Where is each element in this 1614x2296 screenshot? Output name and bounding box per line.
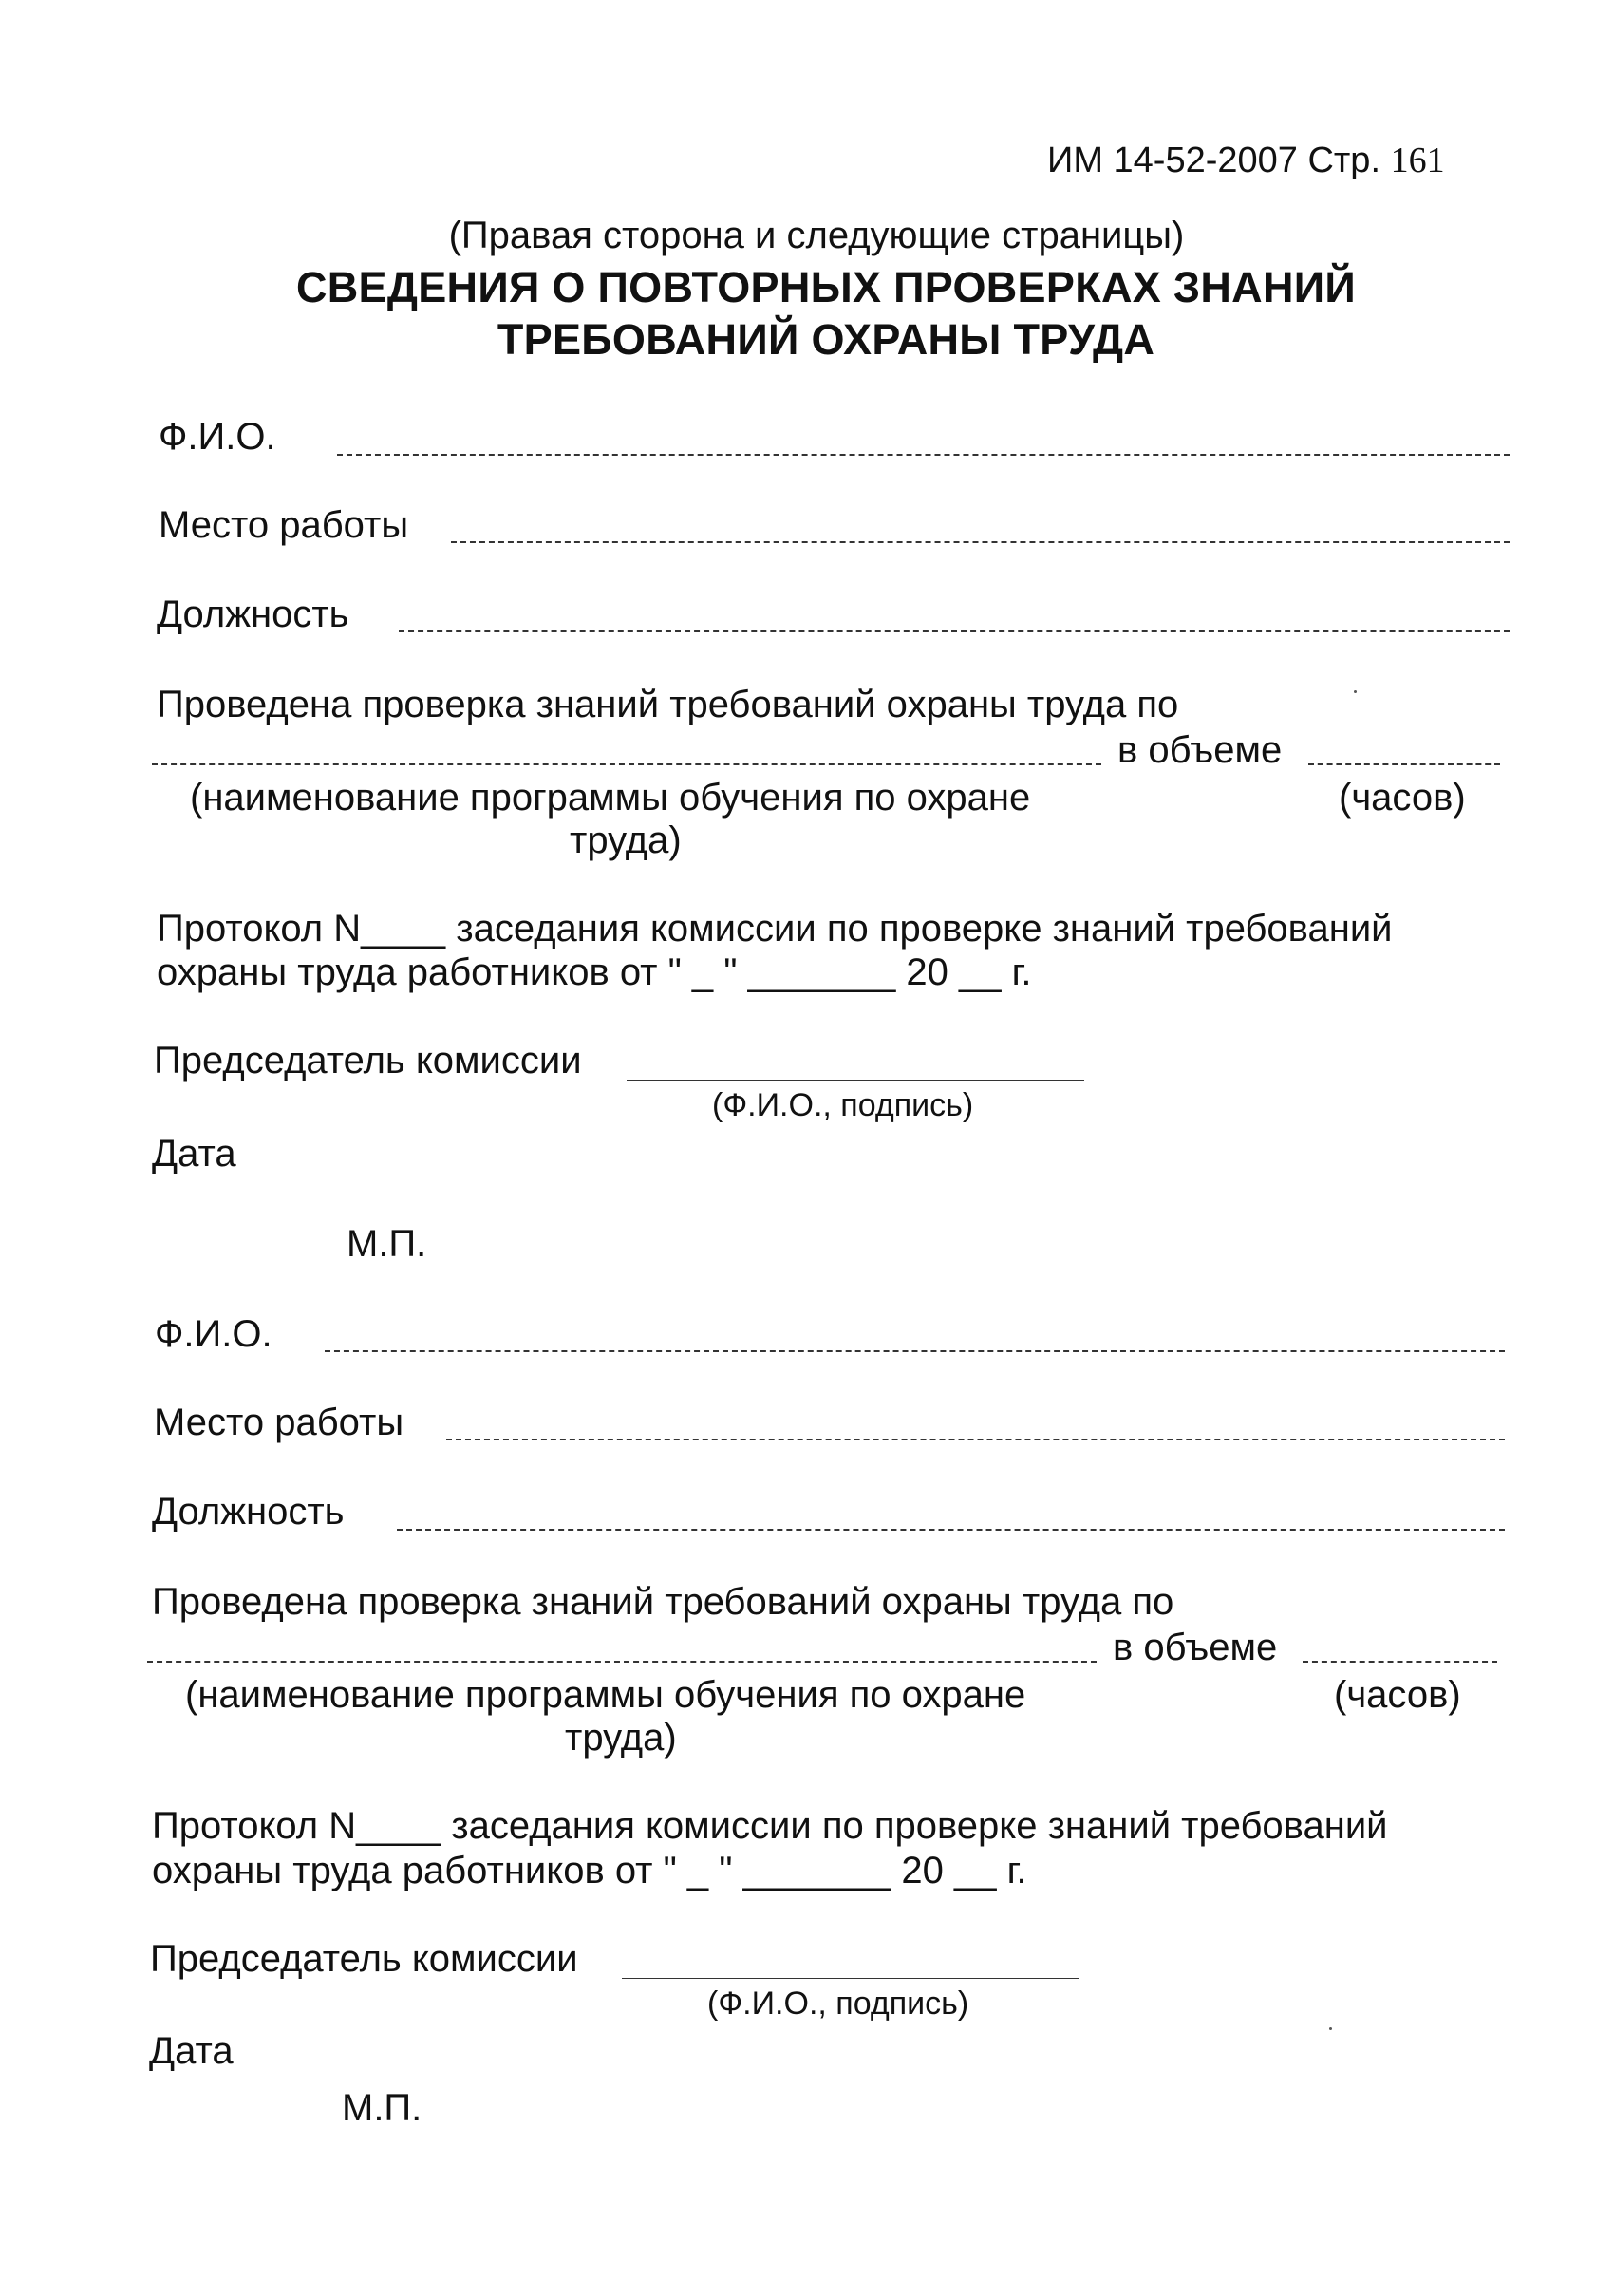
doc-reference: [1047, 142, 1445, 179]
volume-label: в объеме: [1117, 729, 1283, 771]
volume-label: в объеме: [1113, 1627, 1278, 1668]
date-label: Дата: [149, 2030, 234, 2072]
date-label: Дата: [152, 1133, 236, 1175]
chairman-label: Председатель комиссии: [150, 1938, 578, 1980]
fio-field[interactable]: [337, 454, 1510, 456]
scan-speck: [1354, 690, 1357, 693]
protocol-date-line: охраны труда работников от " _ " _______ 20 __ г.: [152, 1850, 1027, 1891]
position-field[interactable]: [397, 1529, 1505, 1531]
chairman-signature-field[interactable]: [622, 1978, 1079, 1979]
stamp-label: М.П.: [342, 2087, 422, 2129]
program-field[interactable]: [147, 1661, 1097, 1663]
program-field[interactable]: [152, 763, 1101, 765]
chairman-label: Председатель комиссии: [154, 1040, 582, 1082]
workplace-label: Место работы: [154, 1402, 404, 1443]
page-number: 161: [1390, 141, 1445, 180]
hours-field[interactable]: [1303, 1661, 1497, 1663]
hours-caption: (часов): [1334, 1674, 1461, 1716]
page-subtitle: (Правая сторона и следующие страницы): [448, 215, 1185, 256]
signature-caption: (Ф.И.О., подпись): [707, 1985, 969, 2022]
check-text: Проведена проверка знаний требований охраны труда по: [157, 684, 1179, 725]
program-caption-cont: труда): [565, 1717, 677, 1759]
protocol-line: Протокол N____ заседания комиссии по проверке знаний требований: [157, 908, 1393, 950]
position-field[interactable]: [399, 630, 1510, 632]
check-text: Проведена проверка знаний требований охраны труда по: [152, 1581, 1174, 1623]
workplace-field[interactable]: [451, 541, 1510, 543]
stamp-label: М.П.: [347, 1223, 427, 1265]
workplace-field[interactable]: [446, 1439, 1505, 1440]
fio-field[interactable]: [325, 1350, 1505, 1352]
signature-caption: (Ф.И.О., подпись): [712, 1087, 974, 1123]
fio-label: Ф.И.О.: [155, 1313, 272, 1355]
program-caption: (наименование программы обучения по охране: [185, 1674, 1026, 1716]
hours-caption: (часов): [1339, 777, 1466, 819]
position-label: Должность: [152, 1491, 345, 1533]
page-title-line1: СВЕДЕНИЯ О ПОВТОРНЫХ ПРОВЕРКАХ ЗНАНИЙ: [295, 263, 1357, 311]
page-title-line2: ТРЕБОВАНИЙ ОХРАНЫ ТРУДА: [497, 315, 1155, 364]
hours-field[interactable]: [1308, 763, 1500, 765]
position-label: Должность: [157, 593, 349, 635]
doc-ref-text: ИМ 14-52-2007 Стр.: [1047, 141, 1380, 180]
fio-label: Ф.И.О.: [159, 416, 276, 458]
program-caption-cont: труда): [570, 819, 682, 861]
protocol-date-line: охраны труда работников от " _ " _______ 20 __ г.: [157, 951, 1032, 993]
program-caption: (наименование программы обучения по охране: [190, 777, 1031, 819]
scan-speck: [1329, 2027, 1332, 2030]
workplace-label: Место работы: [159, 504, 409, 546]
chairman-signature-field[interactable]: [627, 1080, 1084, 1081]
protocol-line: Протокол N____ заседания комиссии по проверке знаний требований: [152, 1805, 1388, 1847]
